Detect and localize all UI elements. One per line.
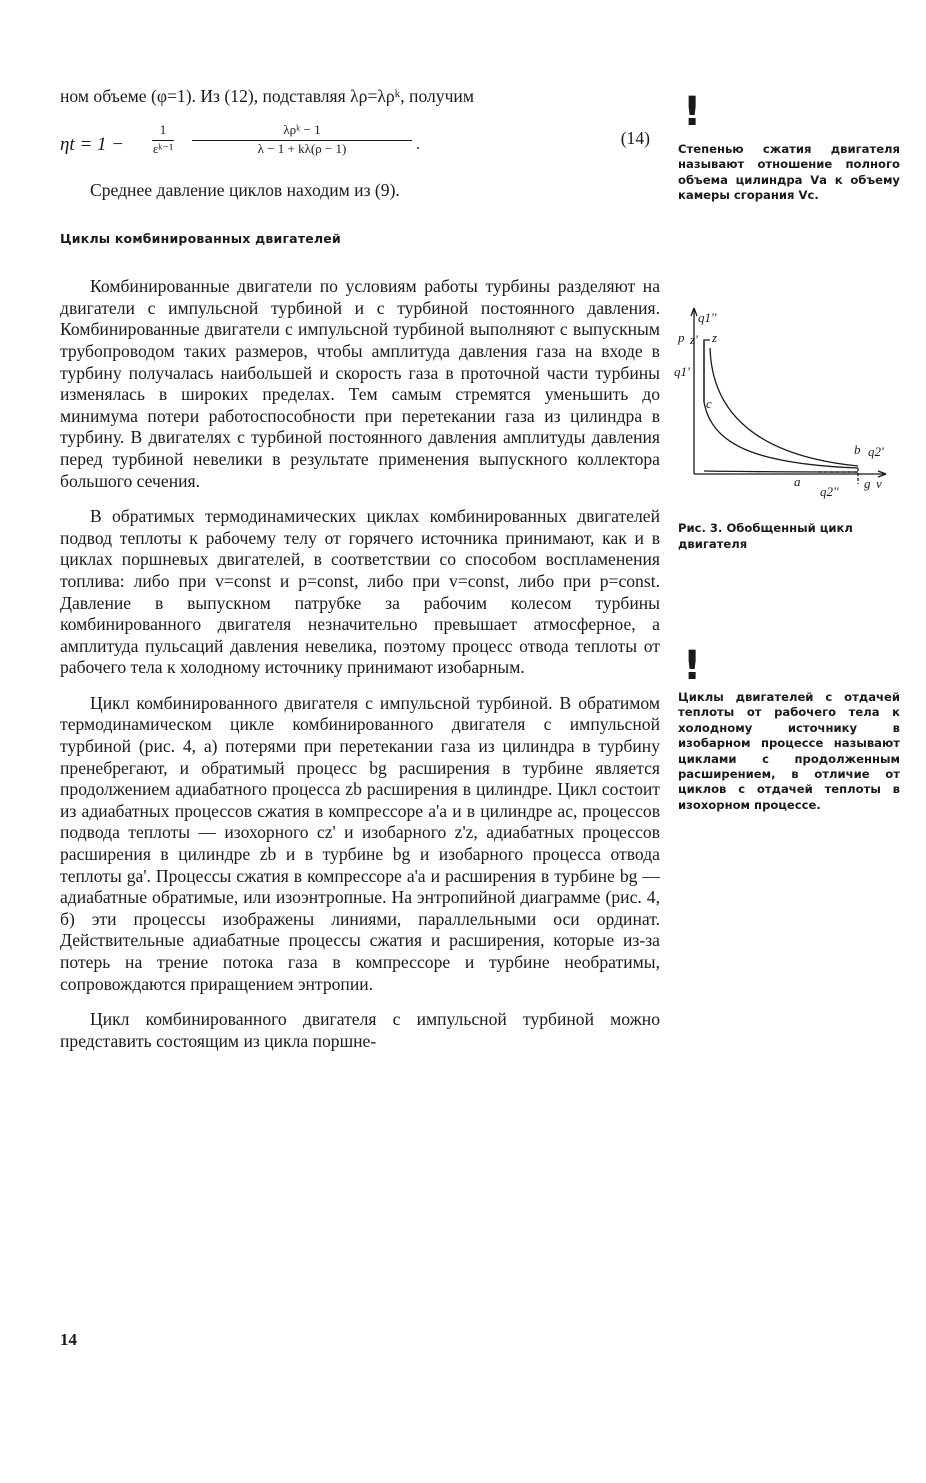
section-heading: Циклы комбинированных двигателей <box>60 231 341 247</box>
paragraph-1: Комбинированные двигатели по условиям работы турбины разделяют на двигатели с импульсной турбиной и с турбиной постоянного давления. Комбинированные двигатели с импульсной турбиной выполняют с выпускным трубопроводом таких размеров, чтобы амплитуда давления газа на входе в турбину получалась наибольшей и скорость газа в проточной части турбины изменялась в широких пределах. Тем самым стремятся уменьшить до минимума потери работоспособности при перетекании газа из цилиндра в турбину. В двигателях с турбиной постоянного давления амплитуды давления перед турбиной невелики в результате применения выпускного коллектора большого сечения. <box>60 276 660 491</box>
compression-curve <box>704 471 858 472</box>
fraction-2-denominator: λ − 1 + kλ(ρ − 1) <box>257 140 347 156</box>
main-column <box>60 86 660 1052</box>
formula-fraction-2 <box>192 122 412 157</box>
mean-pressure-text: Среднее давление циклов находим из (9). <box>90 179 400 200</box>
generalized-cycle-diagram <box>668 296 894 506</box>
fraction-1-denominator: εᵏ⁻¹ <box>152 140 174 156</box>
fraction-1-numerator: 1 <box>152 122 174 141</box>
upper-curve <box>710 348 858 466</box>
label-c: c <box>706 396 712 411</box>
formula-period: . <box>416 135 420 153</box>
label-q1p: q1' <box>674 364 690 379</box>
label-z: z <box>712 330 718 345</box>
label-q2pp: q2'' <box>820 484 839 499</box>
intro-text: ном объеме (φ=1). Из (12), подставляя λρ=λρᵏ, получим <box>60 86 474 106</box>
label-q1pp: q1'' <box>698 310 717 325</box>
label-b: b <box>854 442 861 457</box>
formula-lhs: ηt = 1 − <box>60 133 125 155</box>
label-q2p: q2' <box>868 444 884 459</box>
page-number: 14 <box>60 1330 77 1349</box>
fraction-2-numerator: λρᵏ − 1 <box>192 122 412 141</box>
label-p: p <box>678 330 685 345</box>
paragraph-4: Цикл комбинированного двигателя с импульсной турбиной можно представить состоящим из цикла поршне- <box>60 1009 660 1051</box>
exclamation-mark-1: ! <box>683 89 702 135</box>
figure-caption: Рис. 3. Обобщенный цикл двигателя <box>678 521 853 551</box>
exclamation-mark-2: ! <box>683 643 702 689</box>
label-zp: z' <box>690 332 698 347</box>
paragraph-3: Цикл комбинированного двигателя с импульсной турбиной. В обратимом термодинамическом цикле комбинированного двигателя с импульсной турбиной (рис. 4, а) потерями при перетекании газа из цилиндра в турбину пренебрегают, и обратимый процесс bg расширения в турбине является продолжением адиабатного процесса zb расширения в цилиндре. Цикл состоит из адиабатных процессов сжатия в компрессоре a'a и в цилиндре ac, процессов подвода теплоты — изохорного cz' и изобарного z'z, адиабатных процессов расширения в цилиндре zb и в турбине bg и изобарного процесса отвода теплоты ga'. Процессы сжатия в компрессоре a'a и расширения в турбине bg — адиабатные обратимые, или изоэнтропные. На энтропийной диаграмме (рис. 4, б) эти процессы изображены линиями, параллельными оси ординат. Действительные адиабатные процессы сжатия и расширения, которые из-за потерь на трение потока газа в компрессоре и турбине необратимы, сопровождаются приращением энтропии. <box>60 692 660 994</box>
side-note-extended-expansion: Циклы двигателей с отдачей теплоты от рабочего тела к холодному источнику в изобарном процессе называют циклами с продолженным расширением, в отличие от циклов с отдачей теплоты в изохорном процессе. <box>678 690 900 812</box>
paragraph-2: В обратимых термодинамических циклах комбинированных двигателей подвод теплоты к рабочему телу от горячего источника принимают, как и в циклах поршневых двигателей, в соответствии со способом воспламенения топлива: либо при v=const и p=const, либо при v=const, либо при p=const. Давление в выпускном патрубке за рабочим колесом турбины комбинированного двигателя незначительно превышает атмосферное, а амплитуда пульсаций давления невелика, поэтому процесс отвода теплоты от рабочего тела к холодному источнику принимают изобарным. <box>60 506 660 678</box>
side-note-compression-ratio: Степенью сжатия двигателя называют отношение полного объема цилиндра Vа к объему камеры сгорания Vс. <box>678 142 900 203</box>
label-g: g <box>864 476 871 491</box>
heat-supply-lines <box>704 340 710 402</box>
equation-number: (14) <box>620 127 650 148</box>
formula-fraction-1 <box>152 122 174 157</box>
label-a: a <box>794 474 801 489</box>
formula-14 <box>60 118 660 174</box>
label-v: v <box>876 476 882 491</box>
